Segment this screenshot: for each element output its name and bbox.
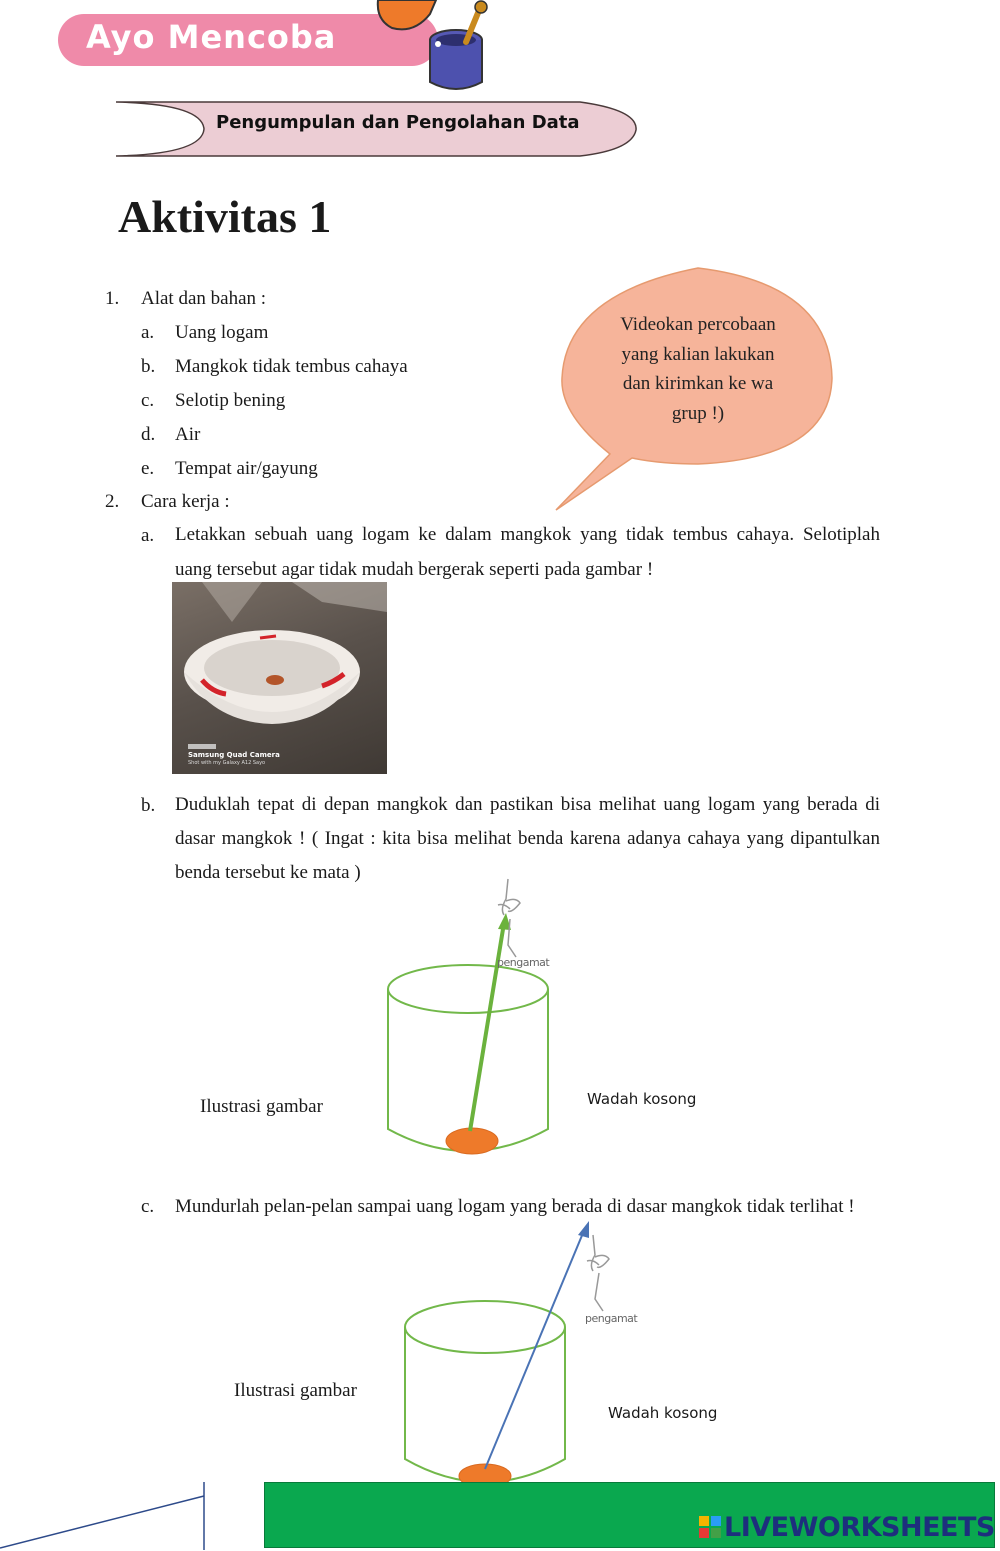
step-line: Duduklah tepat di depan mangkok dan pastikan bisa melihat uang logam yang berada di — [175, 794, 880, 815]
bubble-line: dan kirimkan ke wa — [622, 373, 774, 394]
liveworksheets-logo-icon — [699, 1516, 721, 1538]
section-number: 2. — [105, 491, 120, 512]
banner-title: Ayo Mencoba — [86, 18, 337, 56]
illustration-c — [395, 1215, 645, 1495]
corner-lines — [0, 1480, 220, 1551]
page-title: Aktivitas 1 — [118, 191, 332, 242]
step-letter: b. — [141, 795, 156, 816]
list-letter: e. — [141, 458, 155, 479]
step-line: Mundurlah pelan-pelan sampai uang logam yang berada di dasar mangkok tidak terlihat ! — [175, 1196, 855, 1217]
sub-banner-title: Pengumpulan dan Pengolahan Data — [216, 112, 580, 133]
photo-caption: Samsung Quad Camera — [188, 751, 280, 759]
illustration-label: Ilustrasi gambar — [234, 1380, 357, 1401]
list-letter: a. — [141, 322, 155, 343]
list-letter: d. — [141, 424, 156, 445]
bowl-photo — [172, 582, 387, 774]
speech-bubble-text — [600, 310, 796, 428]
observer-icon — [587, 1235, 609, 1311]
list-item: Uang logam — [175, 322, 269, 343]
list-letter: c. — [141, 390, 155, 411]
illustration-b — [380, 875, 560, 1165]
list-item: Selotip bening — [175, 390, 286, 411]
container-label: Wadah kosong — [587, 1090, 697, 1108]
section-heading: Alat dan bahan : — [141, 288, 267, 309]
photo-caption-sub: Shot with my Galaxy A12 Sayo — [188, 760, 266, 766]
ink-pot-icon — [370, 0, 500, 96]
bubble-line: yang kalian lakukan — [621, 343, 775, 365]
step-line: uang tersebut agar tidak mudah bergerak seperti pada gambar ! — [175, 559, 654, 580]
section-number: 1. — [105, 288, 120, 309]
container-label: Wadah kosong — [608, 1404, 718, 1422]
section-heading: Cara kerja : — [141, 491, 230, 512]
observer-label: pengamat — [497, 956, 550, 969]
list-item: Mangkok tidak tembus cahaya — [175, 356, 408, 377]
observer-label: pengamat — [585, 1312, 638, 1325]
step-letter: c. — [141, 1196, 155, 1217]
bubble-line: grup !) — [671, 402, 725, 424]
bowl-image — [172, 582, 387, 774]
footer-brand[interactable]: LIVEWORKSHEETS — [724, 1512, 995, 1543]
list-item: Tempat air/gayung — [175, 458, 318, 479]
step-line: benda tersebut ke mata ) — [175, 862, 361, 883]
illustration-label: Ilustrasi gambar — [200, 1096, 323, 1117]
step-letter: a. — [141, 525, 155, 546]
step-line: Letakkan sebuah uang logam ke dalam mangkok yang tidak tembus cahaya. Selotiplah — [175, 524, 880, 545]
list-item: Air — [175, 424, 201, 445]
step-line: dasar mangkok ! ( Ingat : kita bisa melihat benda karena adanya cahaya yang dipantulkan — [175, 828, 880, 849]
list-letter: b. — [141, 356, 156, 377]
bubble-line: Videokan percobaan — [620, 314, 776, 335]
